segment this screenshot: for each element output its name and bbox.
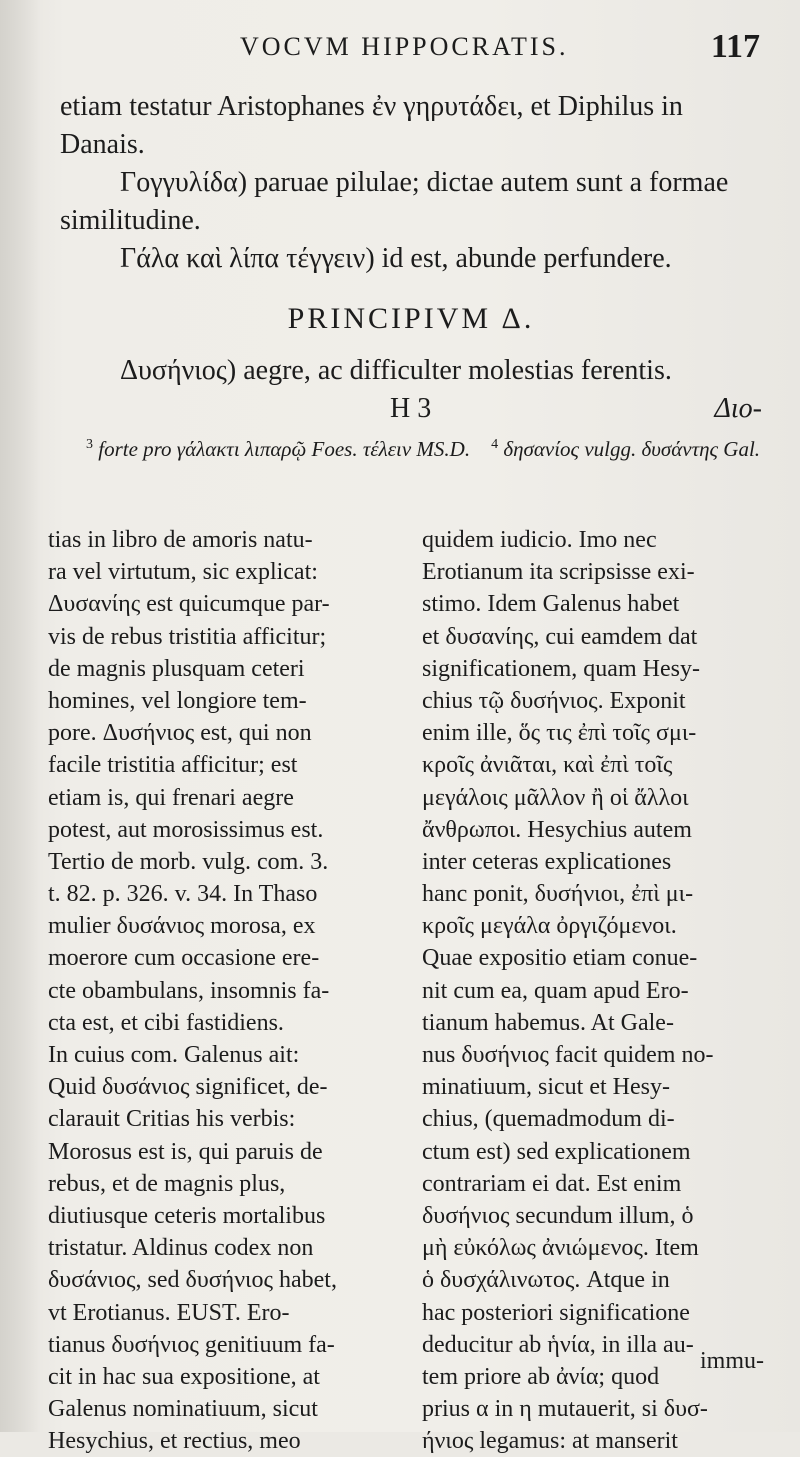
- text-line: pore. Δυσήνιος est, qui non: [48, 720, 312, 747]
- text-line: inter ceteras explicationes: [422, 848, 672, 875]
- text-line: hanc ponit, δυσήνιοι, ἐπὶ μι-: [422, 881, 694, 908]
- text-line: ἄνθρωποι. Hesychius autem: [422, 816, 692, 843]
- text-line: tianus δυσήνιος genitiuum fa-: [48, 1331, 335, 1358]
- running-title: VOCVM HIPPOCRATIS.: [240, 32, 569, 61]
- text-line: chius τῷ δυσήνιος. Exponit: [422, 687, 686, 714]
- text-line: ctum est) sed explicationem: [422, 1138, 691, 1165]
- text-line: cta est, et cibi fastidiens.: [48, 1009, 284, 1036]
- text-line: prius α in η mutauerit, si δυσ-: [422, 1396, 708, 1423]
- text-line: cte obambulans, insomnis fa-: [48, 977, 330, 1004]
- signature-mark: H 3: [390, 393, 432, 424]
- text-line: κροῖς μεγάλα ὀργιζόμενοι.: [422, 913, 677, 940]
- text-line: et δυσανίης, cui eamdem dat: [422, 623, 698, 650]
- left-column: [48, 524, 390, 1457]
- section-heading: PRINCIPIVM Δ.: [287, 302, 535, 335]
- text-line: μεγάλοις μᾶλλον ἢ οἱ ἄλλοι: [422, 784, 689, 811]
- text-line: moerore cum occasione ere-: [48, 945, 320, 972]
- running-header: [60, 28, 760, 68]
- text-line: hac posteriori significatione: [422, 1299, 690, 1326]
- text-line: Tertio de morb. vulg. com. 3.: [48, 848, 329, 875]
- right-column: [422, 524, 764, 1457]
- text-line: minatiuum, sicut et Hesy-: [422, 1074, 670, 1101]
- paragraph-diphilus: etiam testatur Aristophanes ἐν γηρυτάδει, et Diphilus in Danais.: [60, 91, 683, 160]
- paragraph-gala: Γάλα καὶ λίπα τέγγειν) id est, abunde perfundere.: [120, 243, 672, 274]
- two-column-body: [48, 524, 764, 1457]
- footnote-3-mark: 3: [86, 437, 93, 452]
- text-line: vt Erotianus. EUST. Ero-: [48, 1299, 290, 1326]
- text-line: Hesychius, et rectius, meo: [48, 1428, 301, 1455]
- text-line: diutiusque ceteris mortalibus: [48, 1202, 326, 1229]
- text-line: δυσήνιος secundum illum, ὁ: [422, 1202, 694, 1229]
- text-line: tias in libro de amoris natu-: [48, 527, 313, 553]
- text-line: Δυσανίης est quicumque par-: [48, 591, 330, 618]
- text-line: significationem, quam Hesy-: [422, 655, 700, 682]
- text-line: potest, aut morosissimus est.: [48, 816, 324, 843]
- text-line: facile tristitia afficitur; est: [48, 752, 298, 779]
- text-line: Quae expositio etiam conue-: [422, 945, 698, 972]
- text-line: t. 82. p. 326. v. 34. In Thaso: [48, 881, 318, 908]
- text-line: tem priore ab ἀνία; quod: [422, 1363, 660, 1390]
- text-line: chius, (quemadmodum di-: [422, 1106, 675, 1133]
- text-line: homines, vel longiore tem-: [48, 687, 307, 714]
- text-line: Quid δυσάνιος significet, de-: [48, 1074, 328, 1101]
- paragraph-gongylida: Γογγυλίδα) paruae pilulae; dictae autem sunt a formae similitudine.: [60, 167, 729, 236]
- text-line: clarauit Critias his verbis:: [48, 1106, 296, 1133]
- text-line: de magnis plusquam ceteri: [48, 655, 305, 682]
- text-line: etiam is, qui frenari aegre: [48, 784, 294, 811]
- text-line: tristatur. Aldinus codex non: [48, 1235, 314, 1262]
- text-line: cit in hac sua expositione, at: [48, 1363, 320, 1390]
- text-line: deducitur ab ἡνία, in illa au-: [422, 1331, 694, 1358]
- text-line: δυσάνιος, sed δυσήνιος habet,: [48, 1267, 337, 1294]
- catchword-bottom: immu-: [700, 1348, 764, 1374]
- text-line: ὁ δυσχάλινωτος. Atque in: [422, 1267, 670, 1294]
- page-spine-shadow: [0, 0, 40, 1432]
- text-line: Galenus nominatiuum, sicut: [48, 1396, 318, 1423]
- text-line: κροῖς ἀνιᾶται, καὶ ἐπὶ τοῖς: [422, 752, 673, 779]
- text-line: ra vel virtutum, sic explicat:: [48, 559, 318, 586]
- text-line: nus δυσήνιος facit quidem no-: [422, 1042, 714, 1068]
- upper-text-block: [60, 88, 762, 464]
- text-line: Erotianum ita scripsisse exi-: [422, 559, 695, 586]
- text-line: μὴ εὐκόλως ἀνιώμενος. Item: [422, 1235, 699, 1262]
- text-line: vis de rebus tristitia afficitur;: [48, 623, 327, 650]
- text-line: mulier δυσάνιος morosa, ex: [48, 913, 316, 940]
- text-line: In cuius com. Galenus ait:: [48, 1042, 300, 1068]
- footnote-4-mark: 4: [491, 437, 499, 452]
- text-line: contrariam ei dat. Est enim: [422, 1170, 682, 1197]
- text-line: rebus, et de magnis plus,: [48, 1170, 286, 1197]
- text-line: Morosus est is, qui paruis de: [48, 1138, 323, 1165]
- signature-row: [60, 390, 762, 424]
- text-line: stimo. Idem Galenus habet: [422, 591, 680, 618]
- footnote-4: δησανίος vulgg. δυσάντης Gal.: [503, 437, 761, 461]
- footnotes: [60, 430, 762, 464]
- paragraph-dysenios: Δυσήνιος) aegre, ac difficulter molestias ferentis.: [120, 355, 672, 386]
- text-line: tianum habemus. At Gale-: [422, 1009, 674, 1036]
- text-line: quidem iudicio. Imo nec: [422, 527, 657, 553]
- footnote-3: forte pro γάλακτι λιπαρῷ Foes. τέλειν MS.D.: [98, 437, 471, 461]
- text-line: nit cum ea, quam apud Ero-: [422, 977, 689, 1004]
- text-line: enim ille, ὅς τις ἐπὶ τοῖς σμι-: [422, 720, 697, 747]
- catchword-top: Διο-: [714, 393, 762, 424]
- text-line: ήνιος legamus: at manserit: [422, 1428, 678, 1455]
- page-number: 117: [710, 28, 760, 65]
